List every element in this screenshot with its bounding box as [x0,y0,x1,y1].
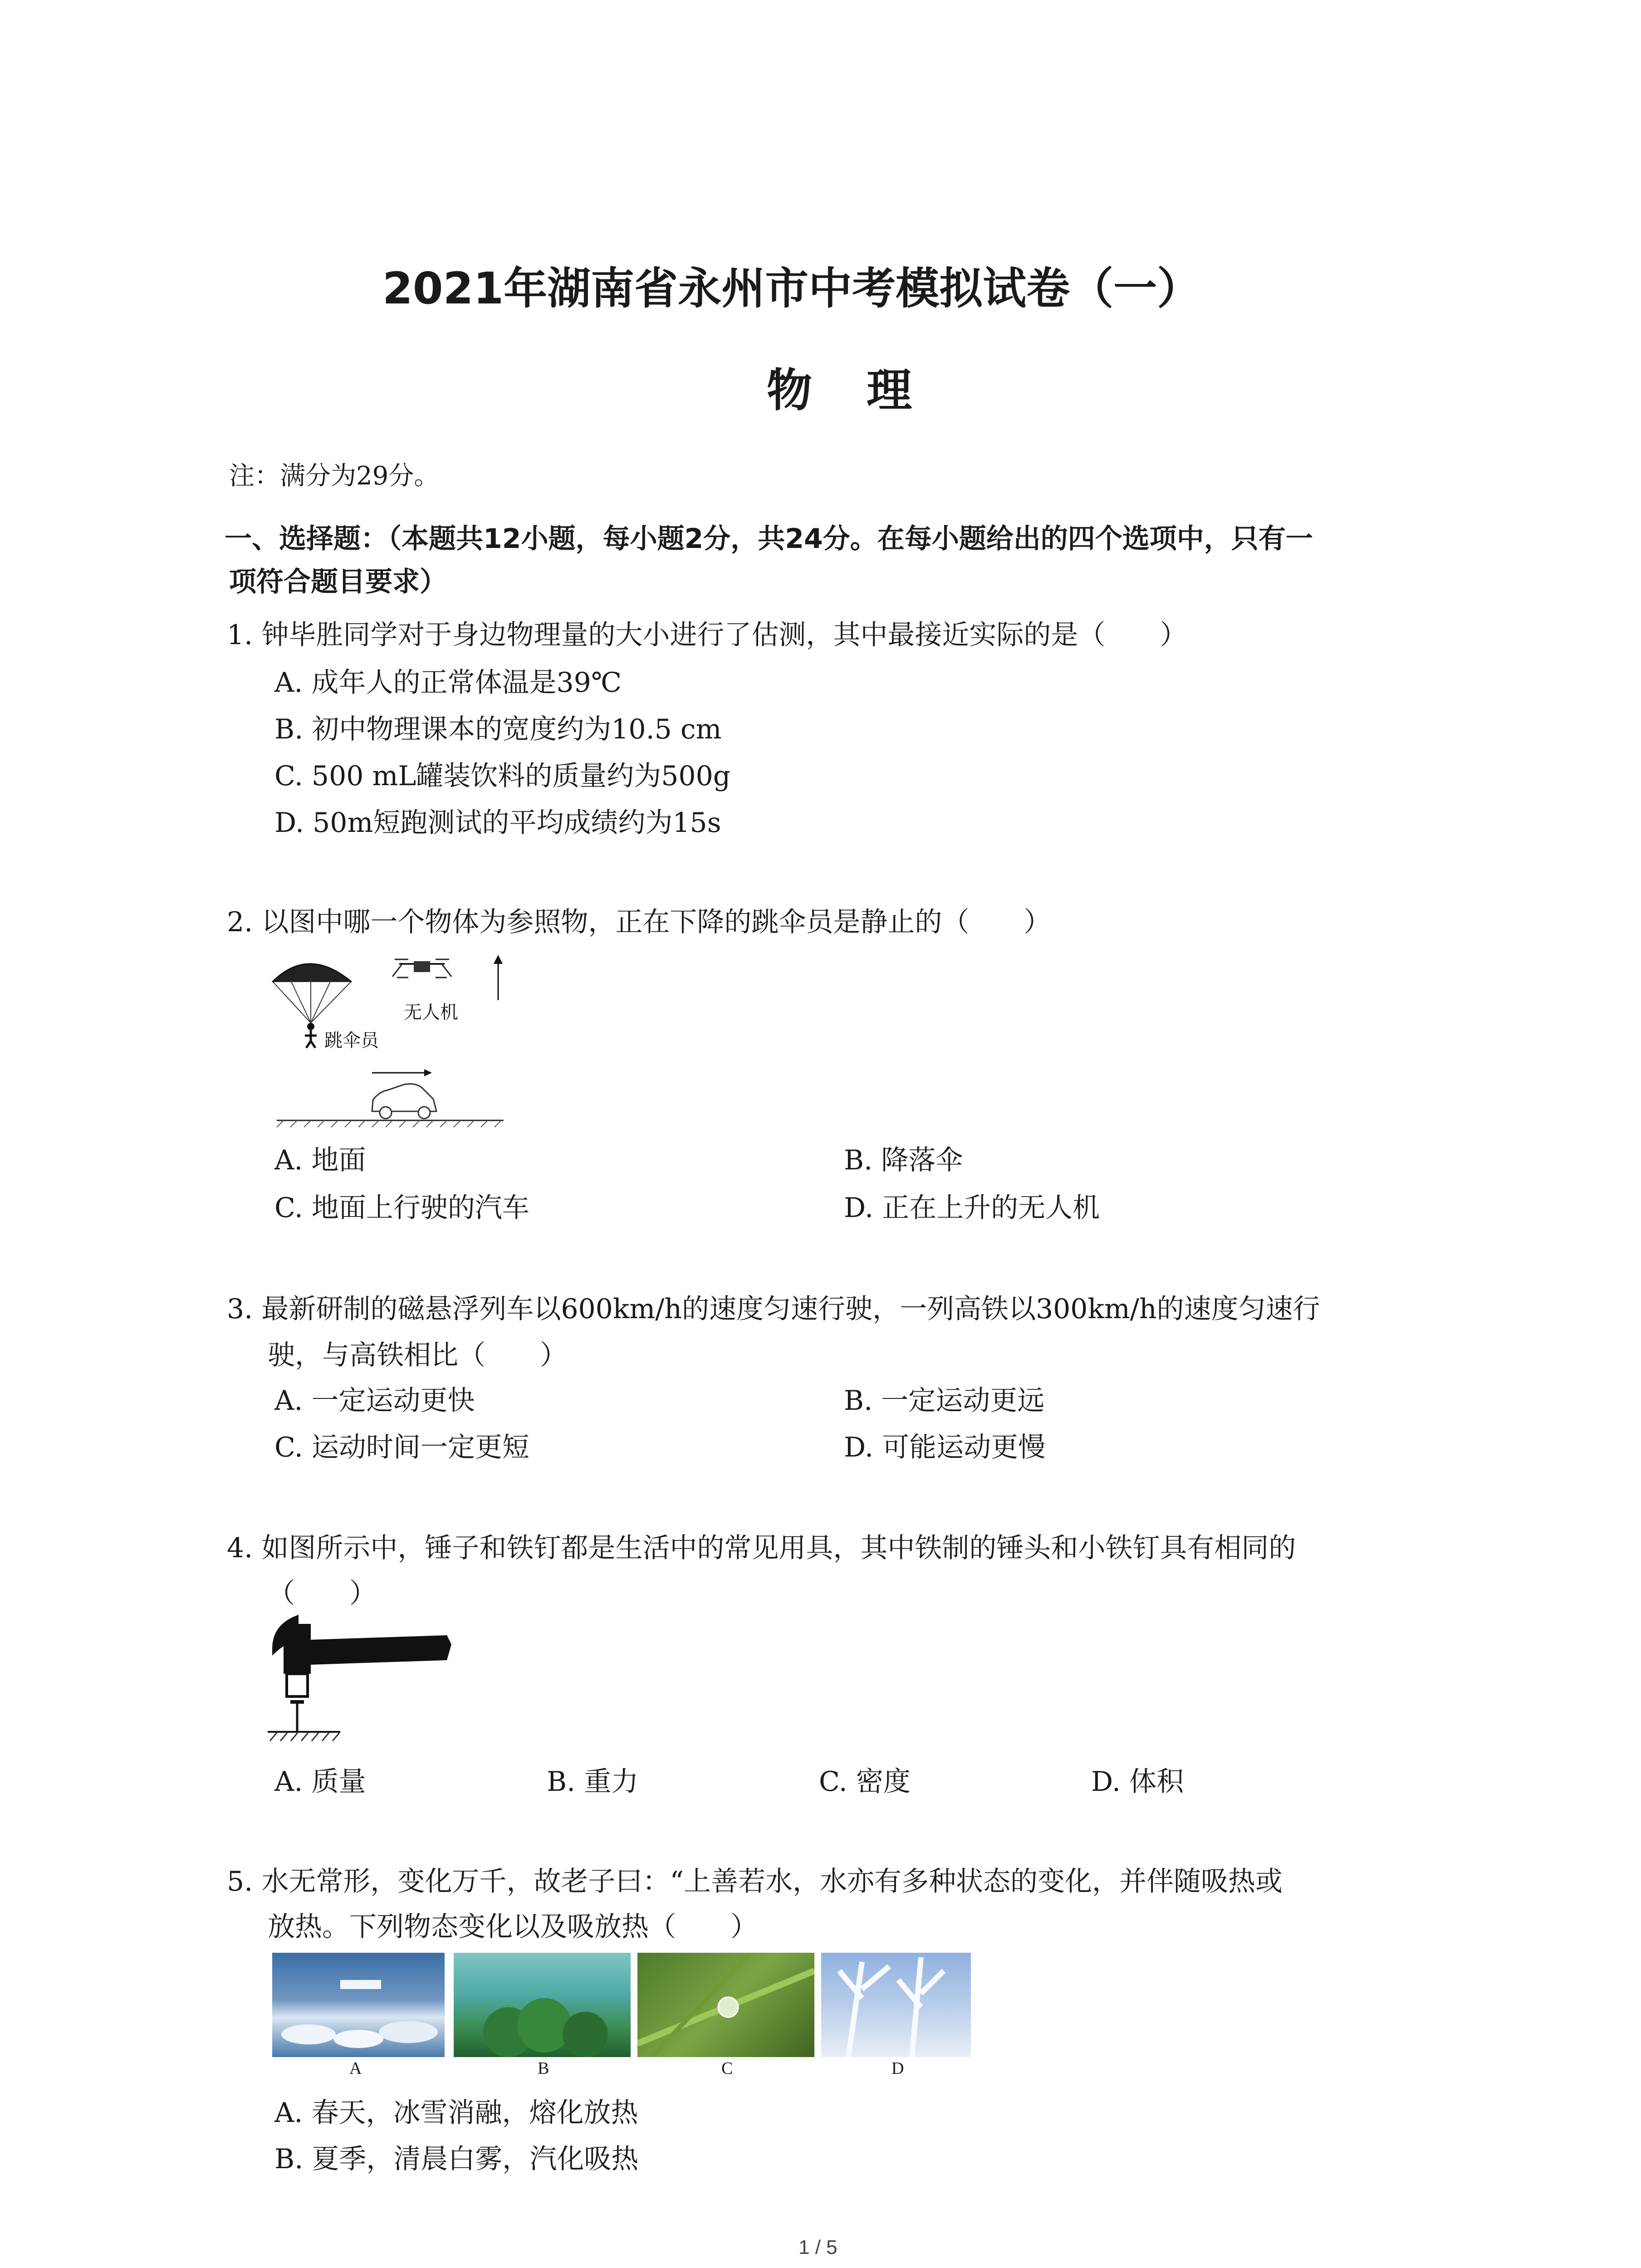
question-4-stem-line2: （ ） [268,1578,377,1609]
subject-title: 物理 [767,364,966,417]
question-4-option-a: A. 质量 [274,1766,366,1798]
question-3-option-a: A. 一定运动更快 [274,1385,475,1417]
question-3-option-d: D. 可能运动更慢 [844,1432,1046,1463]
question-2-option-d: D. 正在上升的无人机 [844,1192,1100,1224]
up-arrow-icon [494,955,503,1000]
photo-d-frost-branches [821,1953,971,2057]
car-icon [372,1084,436,1119]
question-1-stem: 1. 钟毕胜同学对于身边物理量的大小进行了估测，其中最接近实际的是（ ） [227,619,1187,651]
question-1-option-c: C. 500 mL罐装饮料的质量约为500g [274,760,731,792]
question-4-stem-line1: 4. 如图所示中，锤子和铁钉都是生活中的常见用具，其中铁制的锤头和小铁钉具有相同的 [227,1532,1296,1564]
section-heading-line1: 一、选择题：（本题共12小题，每小题2分，共24分。在每小题给出的四个选项中，只有一 [225,523,1313,555]
section-heading-line2: 项符合题目要求） [229,566,447,598]
question-3-stem-line2: 驶，与高铁相比（ ） [268,1339,567,1371]
question-4-option-c: C. 密度 [819,1766,911,1798]
question-5-option-a: A. 春天，冰雪消融，熔化放热 [274,2097,638,2129]
exam-title: 2021年湖南省永州市中考模拟试卷（一） [382,263,1201,314]
question-1-option-b: B. 初中物理课本的宽度约为10.5 cm [274,714,722,745]
question-2-option-a: A. 地面 [274,1144,366,1176]
photo-label-c: C [721,2059,733,2078]
question-1-option-d: D. 50m短跑测试的平均成绩约为15s [274,807,721,839]
question-4-option-b: B. 重力 [547,1766,639,1798]
question-5-stem-line1: 5. 水无常形，变化万千，故老子曰：“上善若水，水亦有多种状态的变化，并伴随吸热或 [227,1866,1283,1897]
question-5-option-b: B. 夏季，清晨白雾，汽化吸热 [274,2143,639,2175]
photo-label-b: B [538,2059,549,2078]
nail-icon [290,1700,304,1732]
question-1-option-a: A. 成年人的正常体温是39℃ [274,667,622,699]
drone-icon [392,959,451,978]
score-note: 注：满分为29分。 [229,461,440,491]
photo-b-lake-tree [454,1953,631,2057]
photo-label-a: A [349,2059,362,2078]
right-arrow-icon [372,1069,432,1076]
ground-hatch [277,1120,504,1127]
hammer-icon [272,1615,451,1696]
question-5-stem-line2: 放热。下列物态变化以及吸放热（ ） [268,1911,758,1943]
question-4-figure [268,1615,458,1755]
question-2-figure [268,946,513,1136]
question-3-stem-line1: 3. 最新研制的磁悬浮列车以600km/h的速度匀速行驶，一列高铁以300km/h的速度匀速行 [227,1293,1320,1325]
question-2-stem: 2. 以图中哪一个物体为参照物，正在下降的跳伞员是静止的（ ） [227,906,1051,938]
question-3-option-b: B. 一定运动更远 [844,1385,1045,1417]
question-2-option-c: C. 地面上行驶的汽车 [274,1192,529,1224]
question-4-option-d: D. 体积 [1091,1766,1184,1798]
photo-c-dewdrop-grass [637,1953,814,2057]
question-3-option-c: C. 运动时间一定更短 [274,1432,529,1463]
photo-label-d: D [892,2059,904,2078]
page-number: 1 / 5 [798,2236,838,2258]
photo-a-melting-ice [272,1953,445,2057]
question-2-option-b: B. 降落伞 [844,1144,963,1176]
board-hatch [268,1732,340,1741]
figure-label-skydiver: 跳伞员 [324,1030,379,1051]
figure-label-drone: 无人机 [404,1002,458,1023]
